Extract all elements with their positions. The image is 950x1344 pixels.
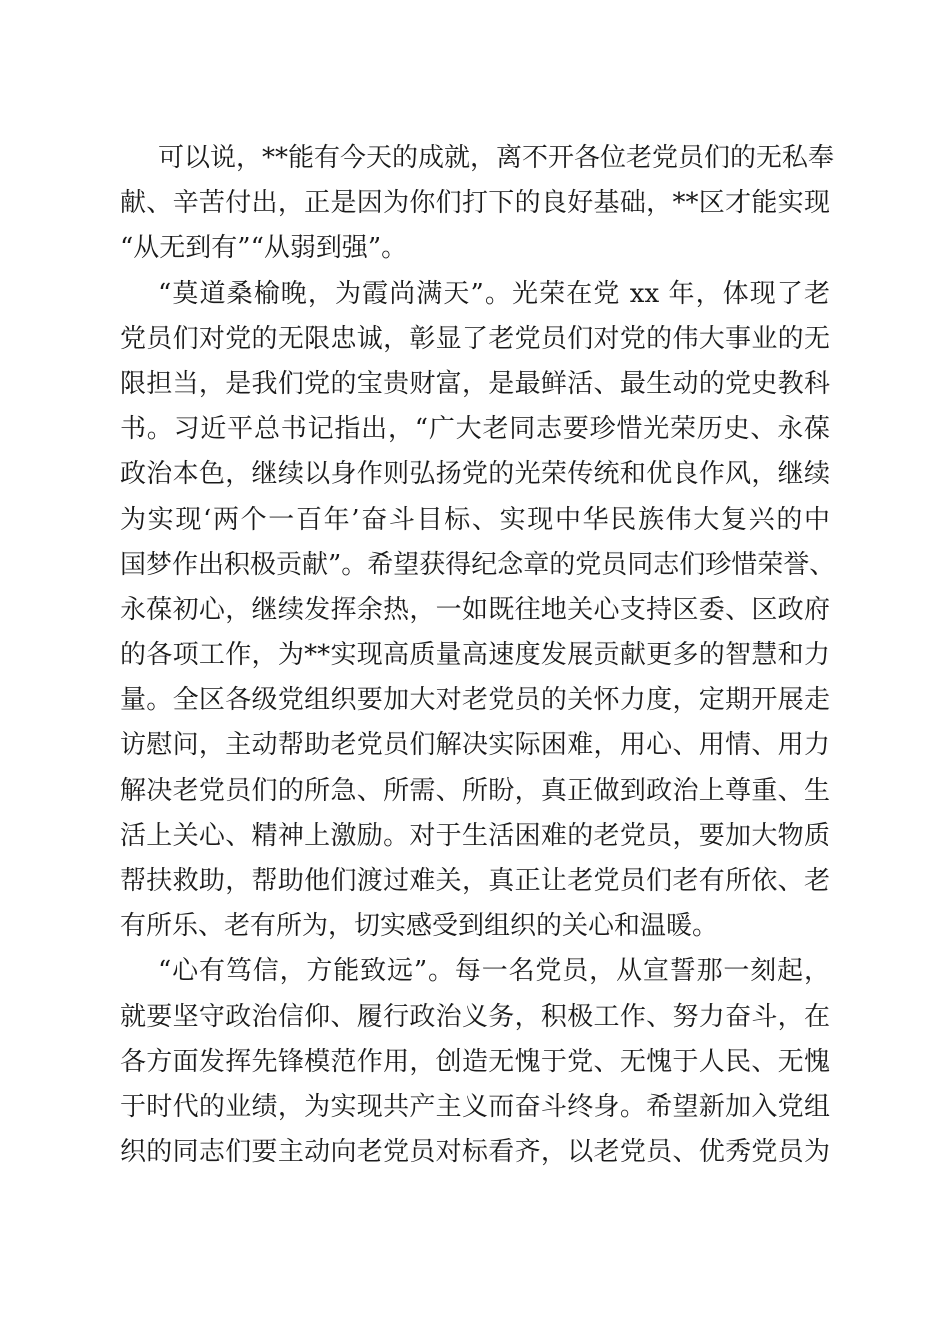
text-line: 的各项工作，为**实现高质量高速度发展贡献更多的智慧和力 — [120, 640, 830, 671]
text-line: 织的同志们要主动向老党员对标看齐，以老党员、优秀党员为 — [120, 1137, 830, 1168]
text-line: 于时代的业绩，为实现共产主义而奋斗终身。希望新加入党组 — [120, 1091, 830, 1122]
text-line: “从无到有”“从弱到强”。 — [120, 233, 408, 264]
text-line: 帮扶救助，帮助他们渡过难关，真正让老党员们老有所依、老 — [120, 866, 830, 896]
text-line: 解决老党员们的所急、所需、所盼，真正做到政治上尊重、生 — [120, 775, 830, 806]
text-line: 政治本色，继续以身作则弘扬党的光荣传统和优良作风，继续 — [120, 459, 830, 490]
text-line: “莫道桑榆晚，为霞尚满天”。光荣在党 xx 年，体现了老 — [158, 278, 830, 309]
text-line: 为实现‘两个一百年’奋斗目标、实现中华民族伟大复兴的中 — [120, 504, 830, 535]
text-line: 可以说，**能有今天的成就，离不开各位老党员们的无私奉 — [158, 143, 835, 173]
text-line: 献、辛苦付出，正是因为你们打下的良好基础，**区才能实现 — [120, 188, 830, 219]
paragraph-2 — [120, 272, 836, 950]
text-line: 有所乐、老有所为，切实感受到组织的关心和温暖。 — [120, 911, 719, 942]
text-line: 永葆初心，继续发挥余热，一如既往地关心支持区委、区政府 — [120, 594, 830, 625]
text-line: 访慰问，主动帮助老党员们解决实际困难，用心、用情、用力 — [120, 730, 830, 761]
text-line: 各方面发挥先锋模范作用，创造无愧于党、无愧于人民、无愧 — [120, 1046, 830, 1077]
text-line: “心有笃信，方能致远”。每一名党员，从宣誓那一刻起， — [158, 956, 830, 987]
paragraph-1 — [120, 136, 835, 272]
text-line: 党员们对党的无限忠诚，彰显了老党员们对党的伟大事业的无 — [120, 323, 830, 354]
document-body — [120, 136, 836, 1175]
text-line: 活上关心、精神上激励。对于生活困难的老党员，要加大物质 — [120, 820, 830, 851]
paragraph-3 — [120, 949, 830, 1175]
text-line: 量。全区各级党组织要加大对老党员的关怀力度，定期开展走 — [120, 685, 830, 716]
text-line: 国梦作出积极贡献”。希望获得纪念章的党员同志们珍惜荣誉、 — [120, 549, 836, 580]
text-line: 书。习近平总书记指出，“广大老同志要珍惜光荣历史、永葆 — [120, 414, 830, 445]
text-line: 限担当，是我们党的宝贵财富，是最鲜活、最生动的党史教科 — [120, 368, 830, 399]
text-line: 就要坚守政治信仰、履行政治义务，积极工作、努力奋斗，在 — [120, 1001, 830, 1032]
